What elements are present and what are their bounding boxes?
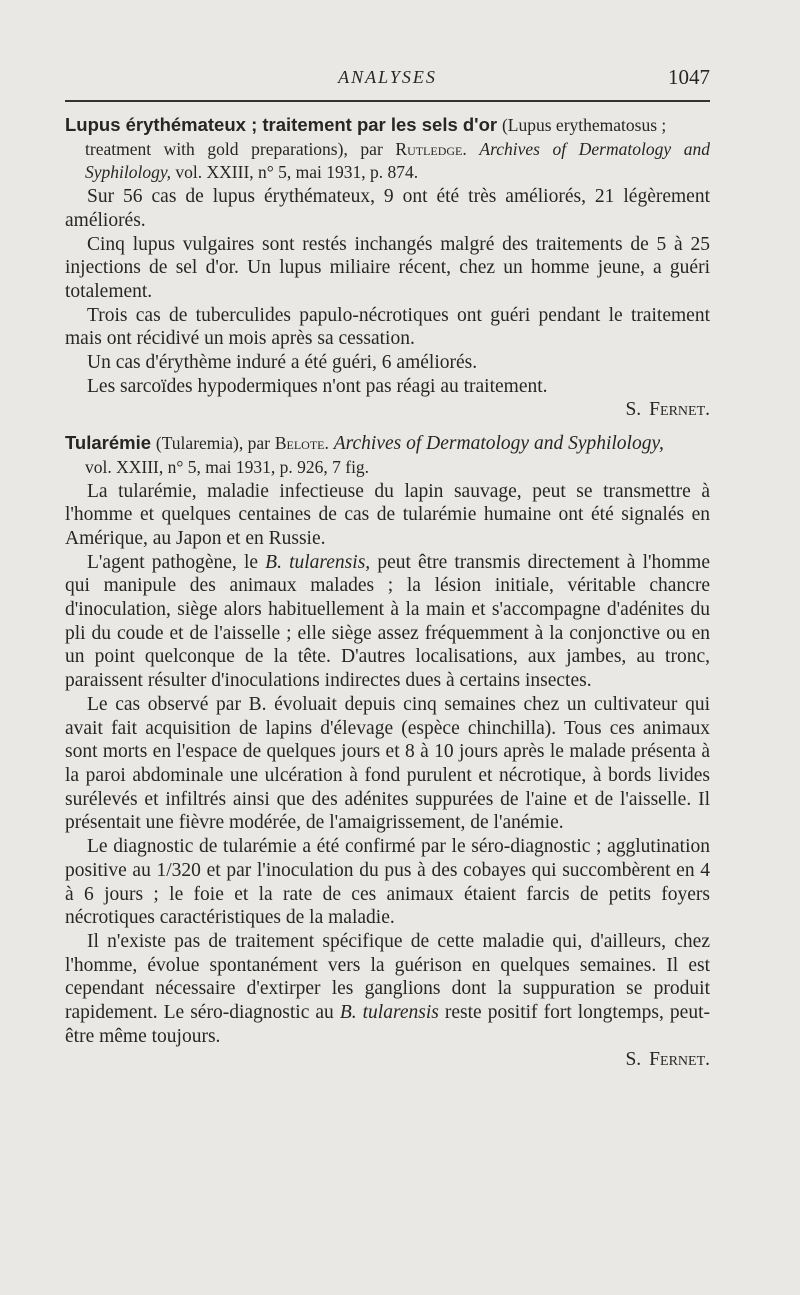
citation-open: (Lupus erythematosus ; [501, 115, 667, 135]
article-tularemie [65, 431, 710, 1072]
species-name: B. tularensis [339, 1002, 439, 1024]
article-title: Tularémie [65, 432, 152, 454]
paragraph: Le diagnostic de tularémie a été confirmé par le séro-diagnostic ; agglutination positive au 1/320 et par l'inoculation du pus à des cobayes qui succombèrent en 4 à 6 jours ; le foie et la rate de ces animaux étaient farcis de petits foyers nécrotiques caractéristiques de la maladie. [65, 836, 710, 929]
reference-details: vol. XXIII, n° 5, mai 1931, p. 926, 7 fig. [85, 456, 370, 477]
paragraph [65, 551, 710, 693]
article-lupus [65, 113, 710, 422]
reference-text: treatment with gold preparations), par [85, 138, 383, 159]
reference-author: Belote. [274, 433, 329, 454]
page-content [65, 113, 710, 1072]
signature-name: Fernet. [649, 399, 710, 421]
reference-details: vol. XXIII, n° 5, mai 1931, p. 874. [175, 162, 419, 183]
article-header [65, 431, 710, 456]
reference-author: Rutledge. [395, 138, 467, 159]
paragraph: Cinq lupus vulgaires sont restés inchangés malgré des traitements de 5 à 25 injections de sel d'or. Un lupus miliaire récent, chez un homme jeune, a guéri totalement. [65, 233, 710, 302]
reference-journal: Archives of Dermatology and Syphilology, [85, 138, 710, 183]
header-rule [65, 100, 710, 102]
signature-name: Fernet. [649, 1049, 710, 1071]
paragraph [65, 930, 710, 1049]
running-head [65, 63, 710, 91]
paragraph: La tularémie, maladie infectieuse du lapin sauvage, peut se transmettre à l'homme et quelques centaines de cas de tularémie humaine ont été signalés en Amérique, au Japon et en Russie. [65, 480, 710, 549]
running-head-title: ANALYSES [338, 67, 437, 87]
article-title: Lupus érythémateux ; traitement par les sels d'or [65, 114, 498, 135]
article-header [65, 113, 710, 138]
paragraph: Le cas observé par B. évoluait depuis cinq semaines chez un cultivateur qui avait fait acquisition de lapins d'élevage (espèce chinchilla). Tous ces animaux sont morts en l'espace de quelques jours et 8 à 10 jours après le malade présenta à la paroi abdominale une ulcération à fond purulent et nécrotique, à bords livides surélevés et infiltrés ainsi que des adénites suppurées de l'aine et de l'aisselle. Il présentait une fièvre modérée, de l'amaigrissement, de l'anémie. [65, 693, 710, 834]
signature [65, 1048, 710, 1072]
signature-initial: S. [625, 1049, 642, 1071]
paragraph: Trois cas de tuberculides papulo-nécrotiques ont guéri pendant le traitement mais ont récidivé un mois après sa cessation. [65, 304, 710, 350]
article-reference [65, 138, 710, 185]
paragraph-lead: L'agent pathogène, le [87, 551, 259, 573]
paragraph-lead: Il n'existe pas de traitement spécifique de cette maladie qui, d'ailleurs, chez l'homme, évolue spontanément vers la guérison en quelques semaines. Il est cependant nécessaire d'extirper les ganglions dont la suppuration se produit rapidement. Le séro-diagnostic au [65, 930, 710, 1024]
citation-open: (Tularemia), par [155, 433, 270, 454]
article-separator [65, 422, 710, 431]
paragraph: Sur 56 cas de lupus érythémateux, 9 ont été très améliorés, 21 légèrement améliorés. [65, 186, 710, 231]
signature-initial: S. [625, 399, 642, 421]
reference-journal: Archives of Dermatology and Syphilology, [333, 433, 664, 455]
paragraph: Les sarcoïdes hypodermiques n'ont pas réagi au traitement. [87, 375, 548, 397]
paragraph: Un cas d'érythème induré a été guéri, 6 améliorés. [87, 352, 478, 374]
signature [65, 398, 710, 422]
paragraph-rest: peut être transmis directement à l'homme qui manipule des animaux malades ; la lésion initiale, véritable chancre d'inoculation, siège alors habituellement à la main et s'accompagne d'adénites du pli du coude et de l'aisselle ; elle siège assez fréquemment à la conjonctive ou en un point quelconque de la tête. D'autres localisations, aux jambes, au tronc, paraissent résulter d'inoculations indirectes dues à certains insectes. [65, 551, 710, 692]
page-number: 1047 [668, 65, 710, 89]
paragraph-rest: reste positif fort longtemps, peut-être même toujours. [65, 1002, 710, 1047]
article-reference [65, 456, 710, 480]
species-name: B. tularensis, [265, 551, 371, 573]
